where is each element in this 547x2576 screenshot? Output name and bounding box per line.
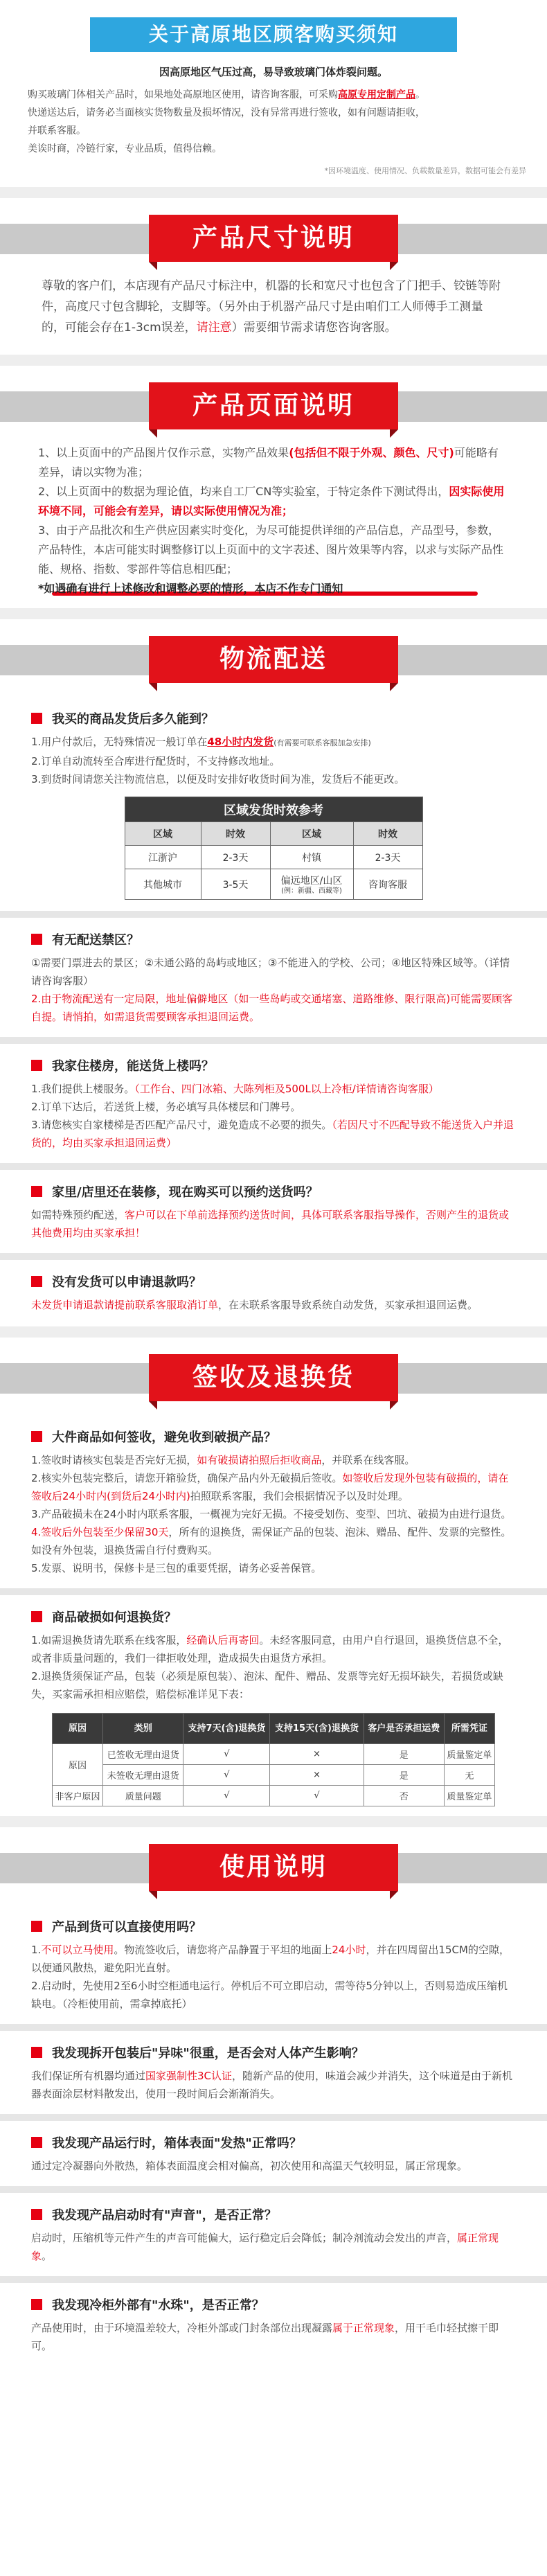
faq-answer: 1.签收时请核实包装是否完好无损，如有破损请拍照后拒收商品，并联系在线客服。 2.核实外包装完整后，请您开箱验货，确保产品内外无破损后签收。如签收后发现外包装有破损的，请在签收后24小时内(到货后24小时内)拍照联系客服，我们会根据情况予以及时处理。 3.产品破损未在24小时内联系客服，一概视为完好无损。不接受划伤、变型、凹坑、破损为由进行退货。 4.签收后外包装至少保留30天，所有的退换货，需保证产品的包装、泡沫、赠品、配件、发票的完整性。如没有外包装，退换货需自行付费购买。 5.发票、说明书，保修卡是三包的重要凭据，请务必妥善保管。	[31, 1454, 512, 1574]
table-row: 原因 已签收无理由退货 √ × 是 质量鉴定单	[53, 1744, 495, 1765]
faq-answer: ①需要门票进去的景区；②未通公路的岛屿或地区；③不能进入的学校、公司；④地区特殊区域等。（详情请咨询客服） 2.由于物流配送有一定局限，地址偏僻地区（如一些岛屿或交通堵塞、道路维修、限行限高)可能需要顾客自提。请悄拍，如需退货需要顾客承担退回运费。	[31, 957, 513, 1023]
faq-question: 我发现产品运行时，箱体表面"发热"正常吗？	[0, 2133, 547, 2151]
red-square-icon	[31, 2047, 42, 2058]
page-desc-text: 1、以上页面中的产品图片仅作示意，实物产品效果(包括但不限于外观、颜色、尺寸)可能略有差异，请以实物为准； 2、以上页面中的数据为理论值，均来自工厂CN等实验室，于特定条件下测试得出，因实际使用环境不同，可能会有差异，请以实际使用情况为准； 3、由于产品批次和生产供应因素实时变化，为尽可能提供详细的产品信息，产品型号，参数，产品特性，本店可能实时调整修订以上页面中的文字表述、图片效果等内容，以求与实际产品性能、规格、指数、零部件等信息相匹配； *如遇确有进行上述修改和调整必要的情形，本店不作专门通知	[38, 446, 505, 595]
divider	[0, 2114, 547, 2121]
section-title-usage	[0, 1827, 547, 1905]
faq-answer: 1.不可以立马使用。物流签收后，请您将产品静置于平坦的地面上24小时，并在四周留出15CM的空隙，以便通风散热，避免阳光直射。 2.启动时，先使用2至6小时空柜通电运行。停机后不可立即启动，需等待5分钟以上，否则易造成压缩机缺电。（冷柜使用前，需拿掉底托）	[31, 1944, 510, 2010]
divider	[0, 2024, 547, 2031]
page-desc-notice: *如遇确有进行上述修改和调整必要的情形，本店不作专门通知	[38, 582, 343, 595]
faq-question: 产品到货可以直接使用吗？	[0, 1917, 547, 1935]
red-square-icon	[31, 1921, 42, 1932]
size-description: 尊敬的客户们，本店现有产品尺寸标注中，机器的长和宽尺寸也包含了门把手、铰链等附件，高度尺寸包含脚轮，支脚等。（另外由于机器产品尺寸是由咱们工人师傅手工测量的，可能会存在1-3cm误差，请注意）需要细节需求请您咨询客服。	[42, 279, 501, 335]
section-title-receipt	[0, 1338, 547, 1415]
faq-answer: 通过定冷凝器向外散热，箱体表面温度会相对偏高，初次使用和高温天气较明显，属正常现象。	[31, 2160, 468, 2172]
red-square-icon	[31, 1431, 42, 1442]
red-square-icon	[31, 2299, 42, 2310]
divider	[0, 1816, 547, 1827]
section-title-size	[0, 198, 547, 276]
red-square-icon	[31, 1060, 42, 1071]
highland-lead: 因高原地区气压过高，易导致玻璃门体炸裂问题。	[159, 66, 388, 78]
faq-answer: 启动时，压缩机等元件产生的声音可能偏大，运行稳定后会降低；制冷剂流动会发出的声音，属正常现象。	[31, 2232, 499, 2262]
faq-question: 我发现冷柜外部有"水珠"，是否正常？	[0, 2295, 547, 2313]
section-title-label: 签收及退换货	[149, 1354, 398, 1401]
faq-answer: 如需特殊预约配送，客户可以在下单前选择预约送货时间，具体可联系客服指导操作，否则产生的退货或其他费用均由买家承担！	[31, 1209, 510, 1239]
red-square-icon	[31, 1611, 42, 1622]
faq-answer: 1.用户付款后，无特殊情况一般订单在48小时内发货(有需要可联系客服加急安排) 2.订单自动流转至合库进行配货时，不支持修改地址。 3.到货时间请您关注物流信息，以便及时安排好收货时间为准，发货后不能更改。	[31, 736, 405, 785]
divider	[0, 1163, 547, 1170]
footnote: *因环境温度、使用情况、负载数量差异，数据可能会有差异	[324, 166, 526, 175]
section-title-label: 产品尺寸说明	[149, 215, 398, 262]
red-square-icon	[31, 1186, 42, 1197]
divider	[0, 608, 547, 619]
faq-question: 我买的商品发货后多久能到？	[0, 709, 547, 727]
faq-question: 家里/店里还在装修，现在购买可以预约送货吗？	[0, 1182, 547, 1200]
divider	[0, 911, 547, 918]
table-row: 江浙沪 2-3天 村镇 2-3天	[125, 846, 422, 869]
faq-answer: 我们保证所有机器均通过国家强制性3C认证，随新产品的使用，味道会减少并消失，这个味道是由于新机器表面涂层材料散发出，使用一段时间后会渐渐消失。	[31, 2070, 513, 2100]
section-title-page-desc	[0, 366, 547, 443]
faq-question: 有无配送禁区？	[0, 930, 547, 948]
faq-answer: 1.如需退换货请先联系在线客服，经确认后再寄回。未经客服同意，由用户自行退回，退换货信息不全，或者非质量问题的，我们一律拒收处理，造成损失由退货方承担。 2.退换货须保证产品，包装（必须是原包装）、泡沫、配件、赠品、发票等完好无损坏缺失，若损货或缺失，买家需承担相应赔偿，赔偿标准详见下表：	[31, 1634, 509, 1700]
table-row: 非客户原因 质量问题 √ √ 否 质量鉴定单	[53, 1786, 495, 1806]
divider	[0, 1037, 547, 1044]
table-caption: 区域发货时效参考	[125, 797, 422, 822]
red-square-icon	[31, 2209, 42, 2220]
faq-question: 我发现产品启动时有"声音"，是否正常？	[0, 2205, 547, 2223]
red-square-icon	[31, 1276, 42, 1287]
red-square-icon	[31, 2137, 42, 2148]
red-square-icon	[31, 934, 42, 945]
divider	[0, 2186, 547, 2193]
faq-answer: 1.我们提供上楼服务。（工作台、四门冰箱、大陈列柜及500L以上冷柜/详情请咨询客服） 2.订单下达后，若送货上楼，务必填写具体楼层和门牌号。 3.请您核实自家楼梯是否匹配产品尺寸，避免造成不必要的损失。（若因尺寸不匹配导致不能送货入户并退货的，均由买家承担退回运费）	[31, 1083, 514, 1149]
return-policy-table: 原因 类别 支持7天(含)退换货 支持15天(含)退换货 客户是否承担运费 所需凭证 原因 已签收无理由退货 √ × 是 质量鉴定单 未签收无理由退货 √ × 是 无 非客户原因 质量问题 √ √ 否 质量鉴定单	[52, 1713, 495, 1806]
divider	[0, 187, 547, 198]
highland-notice-banner: 关于高原地区顾客购买须知	[90, 17, 457, 52]
delivery-time-table: 区域发货时效参考 区域 时效 区域 时效 江浙沪 2-3天 村镇 2-3天 其他城市 3-5天 偏远地区/山区 (例：新疆、西藏等) 咨询客服	[125, 797, 423, 900]
faq-question: 我发现拆开包装后"异味"很重，是否会对人体产生影响？	[0, 2043, 547, 2061]
divider	[0, 1588, 547, 1595]
faq-answer: 未发货申请退款请提前联系客服取消订单，在未联系客服导致系统自动发货，买家承担退回运费。	[31, 1299, 478, 1311]
section-title-label: 产品页面说明	[149, 382, 398, 429]
section-title-label: 使用说明	[149, 1844, 398, 1891]
highland-paragraph: 购买玻璃门体相关产品时，如果地处高原地区使用，请咨询客服，可采购高原专用定制产品。 快递送达后，请务必当面核实货物数量及损坏情况，没有异常再进行签收，如有问题请拒收， 并联系客服。 美诶时商，冷链行家，专业品质，值得信赖。	[28, 89, 425, 154]
divider	[0, 355, 547, 366]
faq-question: 大件商品如何签收，避免收到破损产品？	[0, 1428, 547, 1446]
red-square-icon	[31, 713, 42, 724]
section-title-label: 物流配送	[149, 636, 398, 683]
faq-answer: 产品使用时，由于环境温差较大，冷柜外部或门封条部位出现凝露属于正常现象，用干毛巾轻拭擦干即可。	[31, 2322, 499, 2352]
divider	[0, 1253, 547, 1260]
section-title-logistics	[0, 619, 547, 697]
faq-question: 没有发货可以申请退款吗？	[0, 1272, 547, 1290]
faq-question: 我家住楼房，能送货上楼吗？	[0, 1056, 547, 1074]
divider	[0, 1326, 547, 1338]
table-row: 其他城市 3-5天 偏远地区/山区 (例：新疆、西藏等) 咨询客服	[125, 869, 422, 900]
faq-question: 商品破损如何退换货？	[0, 1608, 547, 1626]
divider	[0, 2276, 547, 2283]
table-row: 未签收无理由退货 √ × 是 无	[53, 1765, 495, 1786]
